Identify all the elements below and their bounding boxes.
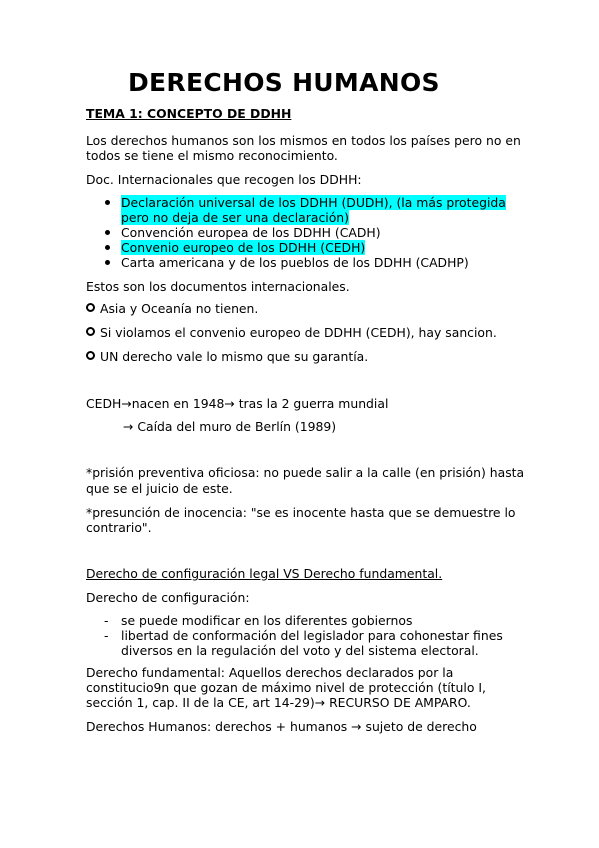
document-title: DERECHOS HUMANOS [128,68,440,97]
bullet-icon [105,245,110,250]
estos-text: Estos son los documentos internacionales. [86,279,350,294]
list-item: Carta americana y de los pueblos de los DDHH (CADHP) [121,255,469,270]
list-item: UN derecho vale lo mismo que su garantía. [100,349,369,364]
list-item: Si violamos el convenio europeo de DDHH (CEDH), hay sancion. [100,325,497,340]
ring-bullet-icon [86,327,95,336]
list-item [121,195,506,210]
prision-line-1: *prisión preventiva oficiosa: no puede salir a la calle (en prisión) hasta [86,465,525,480]
presuncion-line-2: contrario". [86,520,152,535]
highlighted-text: Declaración universal de los DDHH (DUDH), (la más protegida [121,195,506,210]
arrow-icon: → [224,396,235,411]
bullet-icon [105,260,110,265]
arrow-icon: → [121,396,132,411]
cedh-line [86,396,388,411]
prision-line-2: que se el juicio de este. [86,481,233,496]
fundamental-line-1: Derecho fundamental: Aquellos derechos declarados por la [86,665,454,680]
list-item [121,240,365,255]
section-heading: TEMA 1: CONCEPTO DE DDHH [86,106,292,121]
dash-bullet: - [104,628,109,643]
doc-label: Doc. Internacionales que recogen los DDHH: [86,172,362,187]
cedh-sub-text: Caída del muro de Berlín (1989) [133,419,337,434]
fundamental-line-3: sección 1, cap. II de la CE, art 14-29)→ RECURSO DE AMPARO. [86,695,471,710]
fundamental-line-2: constitucio9n que gozan de máximo nivel de protección (título I, [86,680,486,695]
intro-line-2: todos se tiene el mismo reconocimiento. [86,148,338,163]
ring-bullet-icon [86,351,95,360]
list-item: se puede modificar en los diferentes gobiernos [121,613,413,628]
list-item-continuation: diversos en la regulación del voto y del sistema electoral. [121,643,479,658]
highlighted-text: pero no deja de ser una declaración) [121,210,349,225]
list-item: libertad de conformación del legislador para cohonestar fines [121,628,503,643]
cedh-label: CEDH [86,396,122,411]
cedh-after: tras la 2 guerra mundial [234,396,389,411]
cedh-born: nacen en 1948 [131,396,225,411]
presuncion-line-1: *presunción de inocencia: "se es inocente hasta que se demuestre lo [86,505,516,520]
final-line: Derechos Humanos: derechos + humanos → sujeto de derecho [86,719,477,734]
list-item: Asia y Oceanía no tienen. [100,301,259,316]
bullet-icon [105,230,110,235]
ring-bullet-icon [86,303,95,312]
dash-bullet: - [104,613,109,628]
highlighted-text: Convenio europeo de los DDHH (CEDH) [121,240,366,255]
arrow-icon: → [123,419,134,434]
intro-line-1: Los derechos humanos son los mismos en todos los países pero no en [86,133,521,148]
list-item-continuation [121,210,349,225]
list-item: Convención europea de los DDHH (CADH) [121,225,381,240]
bullet-icon [105,200,110,205]
cedh-sub-line [123,419,336,434]
config-heading: Derecho de configuración legal VS Derecho fundamental. [86,566,443,581]
config-label: Derecho de configuración: [86,590,250,605]
